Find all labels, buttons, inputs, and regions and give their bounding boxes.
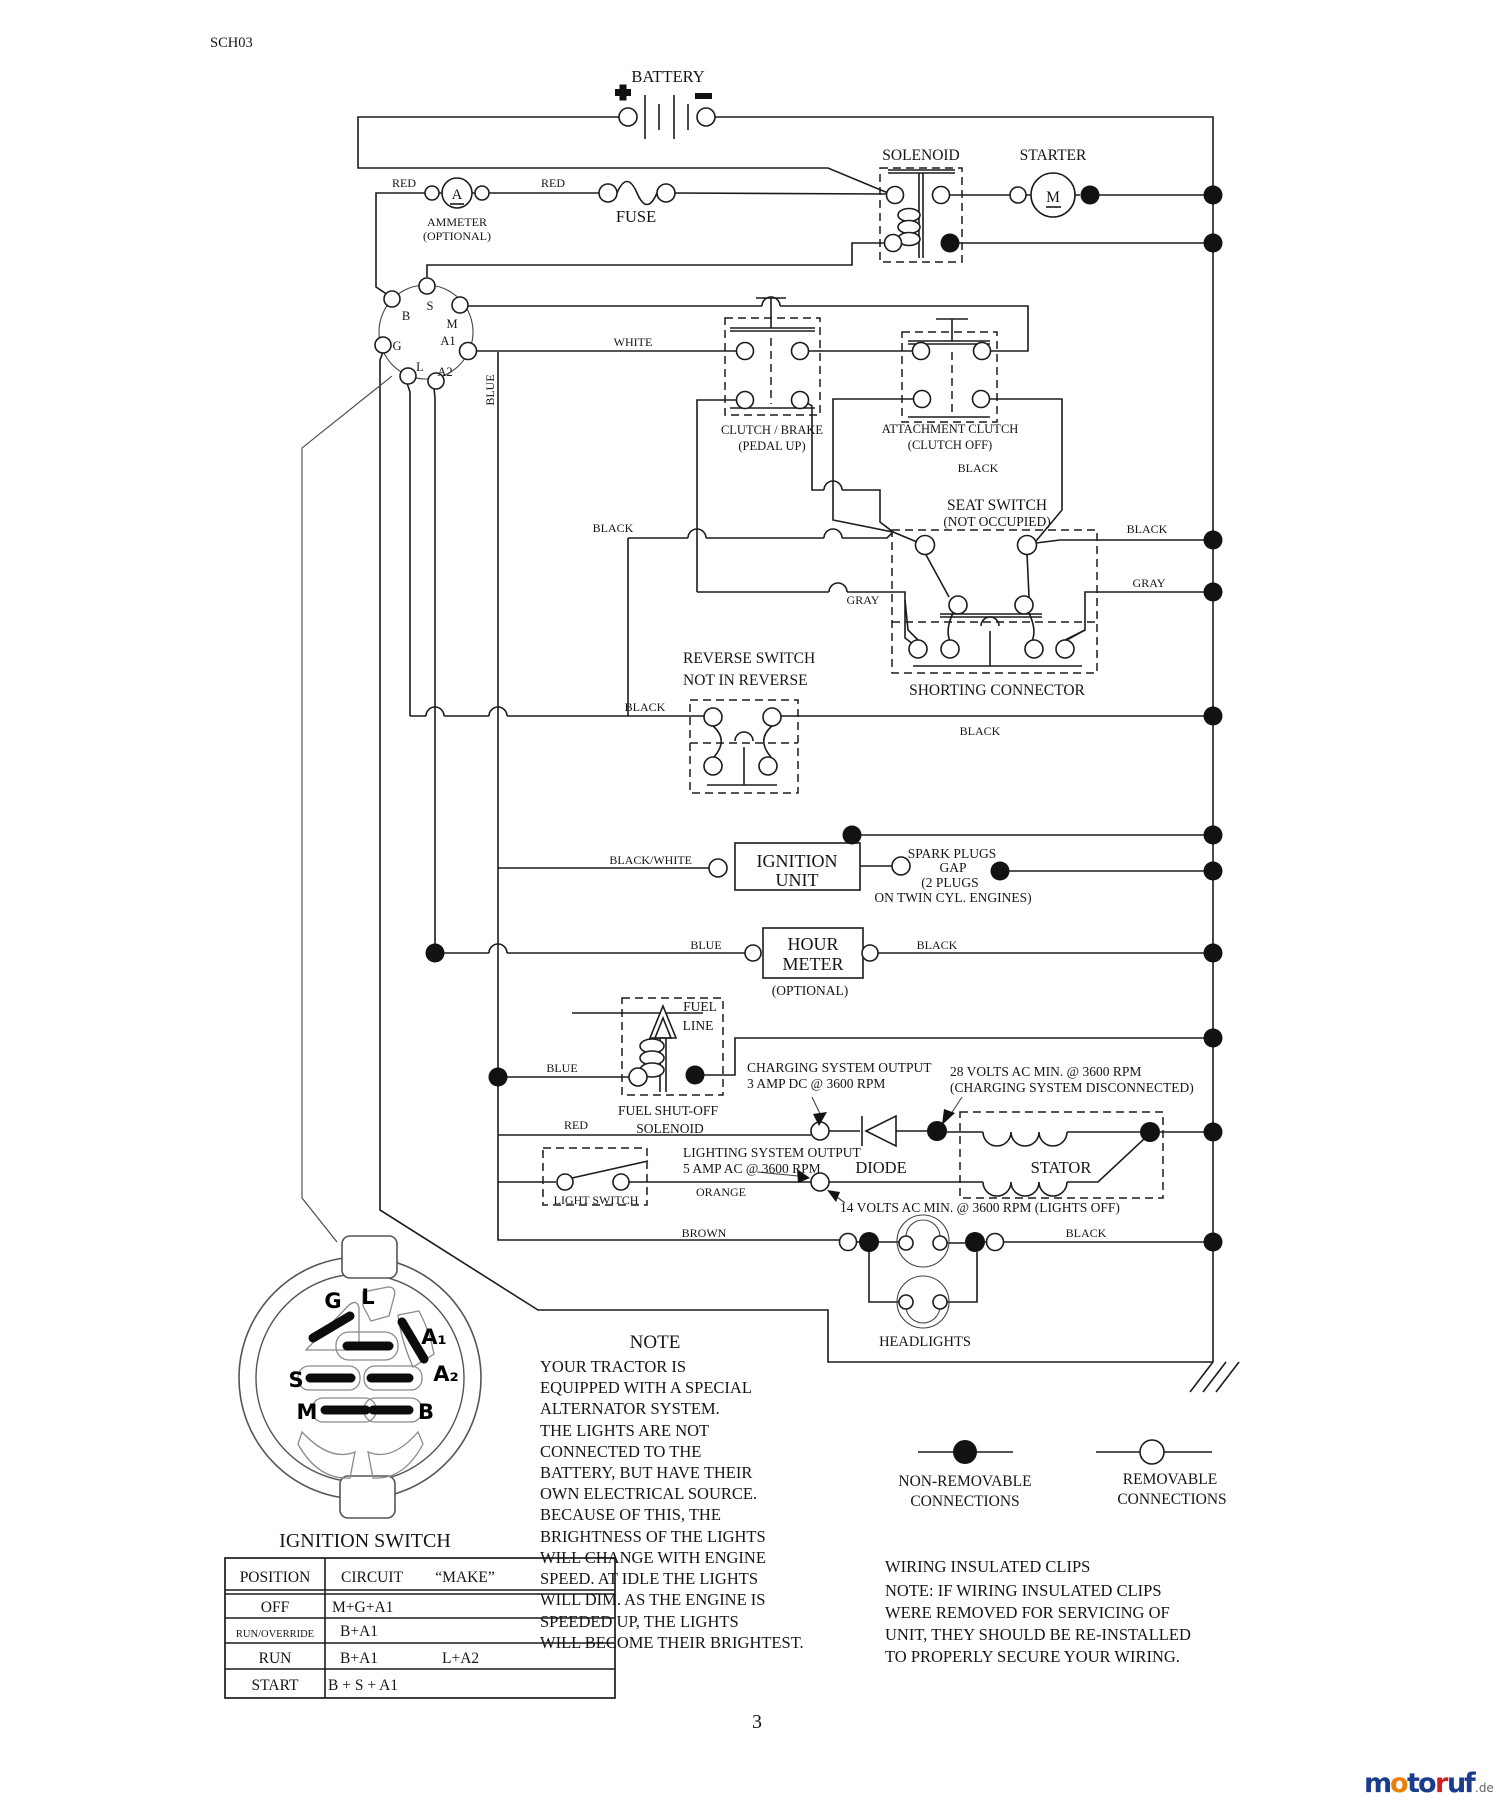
svg-text:WIRING INSULATED CLIPS: WIRING INSULATED CLIPS bbox=[885, 1557, 1091, 1576]
attachment-clutch-label: ATTACHMENT CLUTCH bbox=[881, 422, 1019, 436]
svg-text:.de: .de bbox=[1475, 1781, 1494, 1795]
volts28-label-1: 28 VOLTS AC MIN. @ 3600 RPM bbox=[950, 1064, 1142, 1079]
attachment-clutch-symbol bbox=[902, 319, 997, 422]
svg-text:L+A2: L+A2 bbox=[442, 1650, 480, 1667]
wire-label-black-attach: BLACK bbox=[957, 461, 999, 475]
svg-text:YOUR TRACTOR IS: YOUR TRACTOR IS bbox=[540, 1357, 687, 1376]
fuse-label: FUSE bbox=[615, 207, 657, 226]
leader-line bbox=[302, 376, 392, 1242]
wire-label-white: WHITE bbox=[613, 335, 653, 349]
wires bbox=[358, 117, 1239, 1452]
svg-text:THE LIGHTS ARE NOT: THE LIGHTS ARE NOT bbox=[540, 1421, 710, 1440]
svg-text:WERE REMOVED FOR SERVICING OF: WERE REMOVED FOR SERVICING OF bbox=[885, 1603, 1170, 1622]
svg-text:A2: A2 bbox=[437, 365, 453, 379]
schematic-code: SCH03 bbox=[210, 35, 253, 51]
wire-label-black-white: BLACK/WHITE bbox=[609, 853, 692, 867]
hour-meter-optional: (OPTIONAL) bbox=[771, 983, 849, 998]
seat-switch-sub: (NOT OCCUPIED) bbox=[943, 514, 1051, 529]
svg-text:BATTERY, BUT HAVE THEIR: BATTERY, BUT HAVE THEIR bbox=[540, 1463, 753, 1482]
svg-text:M+G+A1: M+G+A1 bbox=[332, 1599, 394, 1616]
svg-text:UNIT, THEY SHOULD BE RE-INSTAL: UNIT, THEY SHOULD BE RE-INSTALLED bbox=[885, 1625, 1191, 1644]
ammeter-label: AMMETER bbox=[427, 215, 487, 229]
wire-label-black-revright: BLACK bbox=[959, 724, 1001, 738]
svg-text:o: o bbox=[1390, 1768, 1409, 1799]
clutch-brake-sub: (PEDAL UP) bbox=[738, 439, 806, 453]
svg-text:A₁: A₁ bbox=[421, 1325, 447, 1349]
wire-label-black-seatright: BLACK bbox=[1126, 522, 1168, 536]
light-switch-label: LIGHT SWITCH bbox=[553, 1193, 639, 1207]
svg-text:SPEED. AT IDLE THE LIGHTS: SPEED. AT IDLE THE LIGHTS bbox=[540, 1569, 759, 1588]
stator-label: STATOR bbox=[1030, 1158, 1092, 1177]
wire-label-black-hourmeter: BLACK bbox=[916, 938, 958, 952]
svg-text:WILL CHANGE WITH ENGINE: WILL CHANGE WITH ENGINE bbox=[540, 1548, 766, 1567]
fuel-solenoid-label-1: FUEL SHUT-OFF bbox=[618, 1103, 718, 1118]
svg-text:CONNECTED TO THE: CONNECTED TO THE bbox=[540, 1442, 702, 1461]
wire-label-blue-fuel: BLUE bbox=[546, 1061, 578, 1075]
stator-symbol bbox=[811, 1112, 1163, 1198]
svg-text:START: START bbox=[251, 1677, 299, 1694]
svg-text:B + S + A1: B + S + A1 bbox=[328, 1677, 399, 1694]
page-number: 3 bbox=[752, 1711, 762, 1733]
wire-label-orange: ORANGE bbox=[696, 1185, 746, 1199]
volts14-label: 14 VOLTS AC MIN. @ 3600 RPM (LIGHTS OFF) bbox=[840, 1200, 1120, 1215]
svg-text:B+A1: B+A1 bbox=[340, 1650, 379, 1667]
wire-label-blue-hourmeter: BLUE bbox=[690, 938, 722, 952]
svg-text:WILL DIM. AS THE ENGINE IS: WILL DIM. AS THE ENGINE IS bbox=[540, 1590, 766, 1609]
charging-output-label-1: CHARGING SYSTEM OUTPUT bbox=[747, 1060, 932, 1075]
ignition-switch-terminal-labels bbox=[392, 299, 457, 379]
svg-text:t: t bbox=[1407, 1768, 1420, 1799]
svg-text:RUN: RUN bbox=[258, 1650, 292, 1667]
spark-plugs-label-4: ON TWIN CYL. ENGINES) bbox=[874, 890, 1032, 905]
make-table-text bbox=[236, 1569, 495, 1694]
wire-label-black-revleft: BLACK bbox=[624, 700, 666, 714]
wire-label-red-1: RED bbox=[392, 176, 416, 190]
wire-label-gray-left: GRAY bbox=[846, 593, 880, 607]
ammeter-optional-label: (OPTIONAL) bbox=[423, 229, 491, 243]
svg-text:OFF: OFF bbox=[260, 1599, 290, 1616]
svg-text:RUN/OVERRIDE: RUN/OVERRIDE bbox=[235, 1629, 315, 1640]
svg-text:ALTERNATOR SYSTEM.: ALTERNATOR SYSTEM. bbox=[540, 1399, 720, 1418]
wire-label-brown: BROWN bbox=[681, 1226, 727, 1240]
reverse-switch-symbol bbox=[690, 700, 798, 793]
attachment-clutch-sub: (CLUTCH OFF) bbox=[907, 438, 993, 452]
big-switch-title: IGNITION SWITCH bbox=[279, 1530, 451, 1552]
spark-plugs-label-2: GAP bbox=[939, 860, 967, 875]
svg-text:A₂: A₂ bbox=[433, 1362, 459, 1386]
battery-minus-icon bbox=[695, 93, 712, 99]
lighting-output-label-2: 5 AMP AC @ 3600 RPM bbox=[683, 1161, 821, 1176]
svg-text:M: M bbox=[446, 317, 458, 331]
note-body bbox=[540, 1357, 804, 1652]
ignition-unit-label-1: IGNITION bbox=[756, 851, 838, 871]
legend-non-removable-1: NON-REMOVABLE bbox=[898, 1473, 1032, 1490]
fuel-solenoid-label-2: SOLENOID bbox=[636, 1121, 704, 1136]
removable-connection-icon bbox=[1140, 1440, 1164, 1464]
fuel-line-label-1: FUEL bbox=[683, 999, 717, 1014]
seat-switch-symbol bbox=[892, 530, 1097, 673]
svg-text:BECAUSE OF THIS, THE: BECAUSE OF THIS, THE bbox=[540, 1505, 721, 1524]
svg-text:B+A1: B+A1 bbox=[340, 1623, 379, 1640]
legend-removable-1: REMOVABLE bbox=[1122, 1471, 1218, 1488]
svg-text:G: G bbox=[324, 1289, 342, 1313]
clutch-brake-symbol bbox=[725, 298, 820, 415]
svg-text:L: L bbox=[416, 360, 424, 374]
ignition-switch-symbol bbox=[375, 278, 477, 389]
svg-text:A1: A1 bbox=[440, 334, 456, 348]
svg-text:CIRCUIT: CIRCUIT bbox=[341, 1569, 403, 1586]
wire-label-black-seatleft: BLACK bbox=[592, 521, 634, 535]
spark-plugs-label-1: SPARK PLUGS bbox=[907, 846, 997, 861]
starter-symbol-letter: M bbox=[1046, 189, 1060, 206]
svg-text:B: B bbox=[417, 1400, 435, 1424]
svg-text:SPEEDED UP, THE LIGHTS: SPEEDED UP, THE LIGHTS bbox=[540, 1612, 739, 1631]
motoruf-logo bbox=[1364, 1768, 1494, 1799]
wire-label-red-3: RED bbox=[564, 1118, 588, 1132]
headlights-label: HEADLIGHTS bbox=[879, 1334, 971, 1350]
note-title: NOTE bbox=[629, 1332, 681, 1353]
volts28-label-2: (CHARGING SYSTEM DISCONNECTED) bbox=[950, 1080, 1194, 1095]
svg-text:M: M bbox=[296, 1400, 318, 1424]
reverse-switch-label: REVERSE SWITCH bbox=[683, 650, 816, 667]
spark-plugs-label-3: (2 PLUGS bbox=[921, 875, 979, 890]
battery-symbol bbox=[615, 85, 715, 140]
starter-label: STARTER bbox=[1019, 147, 1087, 164]
non-removable-connection-icon bbox=[953, 1440, 977, 1464]
ignition-unit-label-2: UNIT bbox=[775, 870, 819, 890]
svg-text:“MAKE”: “MAKE” bbox=[435, 1569, 495, 1586]
headlights-symbol bbox=[840, 1215, 1004, 1328]
lighting-output-label-1: LIGHTING SYSTEM OUTPUT bbox=[683, 1145, 861, 1160]
svg-text:OWN ELECTRICAL SOURCE.: OWN ELECTRICAL SOURCE. bbox=[540, 1484, 758, 1503]
hour-meter-label-1: HOUR bbox=[787, 934, 839, 954]
wire-label-gray-right: GRAY bbox=[1132, 576, 1166, 590]
solenoid-label: SOLENOID bbox=[882, 147, 960, 164]
solenoid-symbol bbox=[880, 168, 962, 262]
svg-text:S: S bbox=[426, 299, 434, 313]
svg-text:WILL BECOME THEIR BRIGHTEST.: WILL BECOME THEIR BRIGHTEST. bbox=[540, 1633, 804, 1652]
clips-note bbox=[885, 1557, 1191, 1666]
svg-text:m: m bbox=[1364, 1768, 1393, 1799]
wire-label-red-2: RED bbox=[541, 176, 565, 190]
fuel-line-label-2: LINE bbox=[682, 1018, 714, 1033]
battery-label: BATTERY bbox=[631, 67, 705, 86]
svg-text:BRIGHTNESS OF THE LIGHTS: BRIGHTNESS OF THE LIGHTS bbox=[540, 1527, 766, 1546]
wire-label-blue-vertical: BLUE bbox=[483, 374, 497, 406]
svg-text:G: G bbox=[392, 339, 402, 353]
legend-non-removable-2: CONNECTIONS bbox=[910, 1493, 1020, 1510]
reverse-switch-sub: NOT IN REVERSE bbox=[683, 672, 808, 689]
ammeter-symbol-letter: A bbox=[451, 187, 463, 203]
svg-text:u: u bbox=[1447, 1768, 1467, 1799]
battery-plus-icon bbox=[615, 85, 631, 101]
svg-text:f: f bbox=[1464, 1768, 1476, 1799]
svg-text:L: L bbox=[361, 1285, 375, 1309]
svg-text:NOTE: IF WIRING INSULATED CLI: NOTE: IF WIRING INSULATED CLIPS bbox=[885, 1581, 1162, 1600]
shorting-connector-label: SHORTING CONNECTOR bbox=[909, 682, 1085, 699]
svg-text:o: o bbox=[1418, 1768, 1437, 1799]
clutch-brake-label: CLUTCH / BRAKE bbox=[720, 423, 824, 437]
wire-label-black-headlights: BLACK bbox=[1065, 1226, 1107, 1240]
seat-switch-label: SEAT SWITCH bbox=[946, 497, 1048, 514]
svg-text:r: r bbox=[1435, 1768, 1449, 1799]
charging-output-label-2: 3 AMP DC @ 3600 RPM bbox=[747, 1076, 886, 1091]
svg-text:TO PROPERLY SECURE YOUR WIRING: TO PROPERLY SECURE YOUR WIRING. bbox=[885, 1647, 1180, 1666]
svg-text:B: B bbox=[401, 309, 411, 323]
svg-text:POSITION: POSITION bbox=[239, 1569, 311, 1586]
legend-removable-2: CONNECTIONS bbox=[1117, 1491, 1227, 1508]
hour-meter-label-2: METER bbox=[782, 954, 844, 974]
diode-label: DIODE bbox=[855, 1158, 907, 1177]
svg-text:S: S bbox=[288, 1368, 304, 1392]
svg-text:EQUIPPED WITH A SPECIAL: EQUIPPED WITH A SPECIAL bbox=[540, 1378, 752, 1397]
